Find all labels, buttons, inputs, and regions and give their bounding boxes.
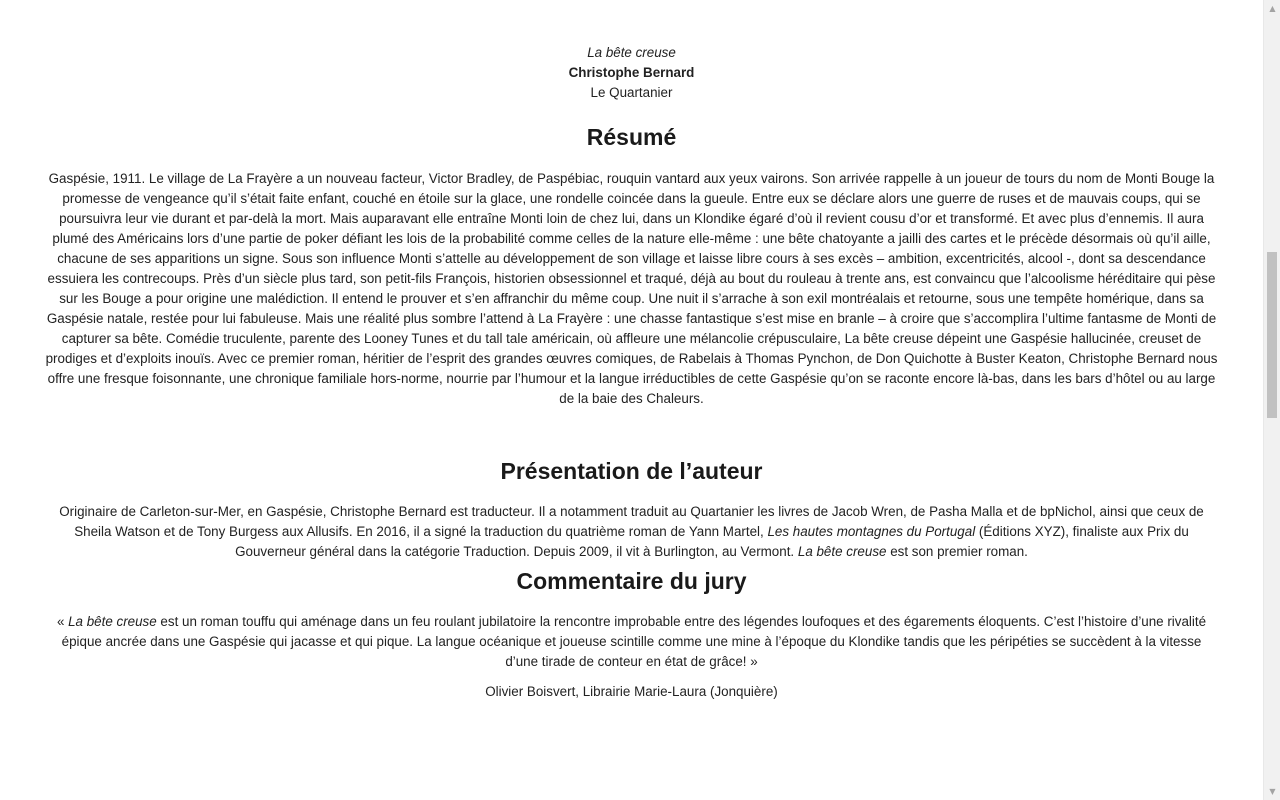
scrollbar-thumb[interactable] — [1267, 252, 1277, 418]
book-author: Christophe Bernard — [568, 65, 695, 80]
scroll-up-arrow-icon[interactable]: ▲ — [1269, 4, 1276, 13]
author-text-part2: (Éditions XYZ), finaliste aux Prix du Gouverneur général dans la catégorie Traduction. Depuis 2009, il vit à Burlington, au Vermont. — [235, 524, 1189, 559]
jury-comment-text — [44, 612, 1219, 672]
vertical-scrollbar[interactable] — [1263, 0, 1280, 800]
jury-attribution: Olivier Boisvert, Librairie Marie-Laura (Jonquière) — [485, 684, 778, 699]
author-text-part1: Originaire de Carleton-sur-Mer, en Gaspésie, Christophe Bernard est traducteur. Il a notamment traduit au Quartanier les livres de Jacob Wren, de Pasha Malla et de bpNichol, ainsi que ceux de Sheila Watson et de Tony Burgess aux Allusifs. En 2016, il a signé la traduction du quatrième roman de Yann Martel, — [59, 504, 1204, 539]
author-text-italic-title1: Les hautes montagnes du Portugal — [767, 524, 976, 539]
author-text-italic-title2: La bête creuse — [797, 544, 887, 559]
resume-heading: Résumé — [586, 124, 677, 150]
jury-comment-heading: Commentaire du jury — [516, 568, 747, 594]
book-meta — [44, 43, 1219, 103]
author-text-part3: est son premier roman. — [886, 544, 1028, 559]
book-title: La bête creuse — [587, 45, 676, 60]
book-publisher: Le Quartanier — [590, 85, 673, 100]
resume-text: Gaspésie, 1911. Le village de La Frayère a un nouveau facteur, Victor Bradley, de Paspébiac, rouquin vantard aux yeux vairons. Son arrivée rappelle à un joueur de tours du nom de Monti Bouge la promesse de vengeance qu’il s’était faite enfant, couché en étoile sur la glace, une rondelle coincée dans la gueule. Entre eux se déclare alors une guerre de ruses et de mauvais coups, qui se poursuivra leur vie durant et par-delà la mort. Mais auparavant elle entraîne Monti loin de chez lui, dans un Klondike égaré d’où il revient cousu d’or et transformé. Et avec plus d’ennemis. Il aura plumé des Américains lors d’une partie de poker défiant les lois de la probabilité comme celles de la nature elle-même : une bête chatoyante a jailli des cartes et le précède désormais où qu’il aille, chacune de ses apparitions un signe. Sous son influence Monti s’attelle au développement de son village et laisse libre cours à ses excès – ambition, excentricités, alcool -, dont sa descendance essuiera les contrecoups. Près d’un siècle plus tard, son petit-fils François, historien obsessionnel et traqué, déjà au bout du rouleau à trente ans, est convaincu que l’alcoolisme héréditaire qui pèse sur les Bouge a pour origine une malédiction. Il entend le prouver et s’en affranchir du même coup. Une nuit il s’arrache à son exil montréalais et retourne, sous une tempête homérique, dans sa Gaspésie natale, restée pour lui fabuleuse. Mais une réalité plus sombre l’attend à La Frayère : une chasse fantastique s’est mise en branle – à croire que s’accomplira l’ultime fantasme de Monti de capturer sa bête. Comédie truculente, parente des Looney Tunes et du tall tale américain, où affleure une mélancolie crépusculaire, La bête creuse dépeint une Gaspésie hallucinée, creuset de prodiges et d’exploits inouïs. Avec ce premier roman, héritier de l’esprit des grandes œuvres comiques, de Rabelais à Thomas Pynchon, de Don Quichotte à Buster Keaton, Christophe Bernard nous offre une fresque foisonnante, une chronique familiale hors-norme, nourrie par l’humour et la langue irréductibles de cette Gaspésie qu’on se raconte encore là-bas, dans les bars d’hôtel ou au large de la baie des Chaleurs. — [45, 171, 1218, 406]
scroll-down-arrow-icon[interactable]: ▼ — [1269, 787, 1276, 796]
jury-open-quote: « — [56, 614, 69, 629]
jury-comment-body: est un roman touffu qui aménage dans un feu roulant jubilatoire la rencontre improbable entre des légendes loufoques et des égarements éloquents. C’est l’histoire d’une rivalité épique ancrée dans une Gaspésie qui jacasse et qui pique. La langue océanique et joueuse scintille comme une mine à l’époque du Klondike tandis que les péripéties se succèdent à la vitesse d’une tirade de conteur en état de grâce! » — [61, 614, 1207, 669]
author-presentation-heading: Présentation de l’auteur — [500, 458, 763, 484]
author-presentation-text — [44, 502, 1219, 562]
jury-italic-title: La bête creuse — [68, 614, 157, 629]
content — [44, 0, 1219, 702]
